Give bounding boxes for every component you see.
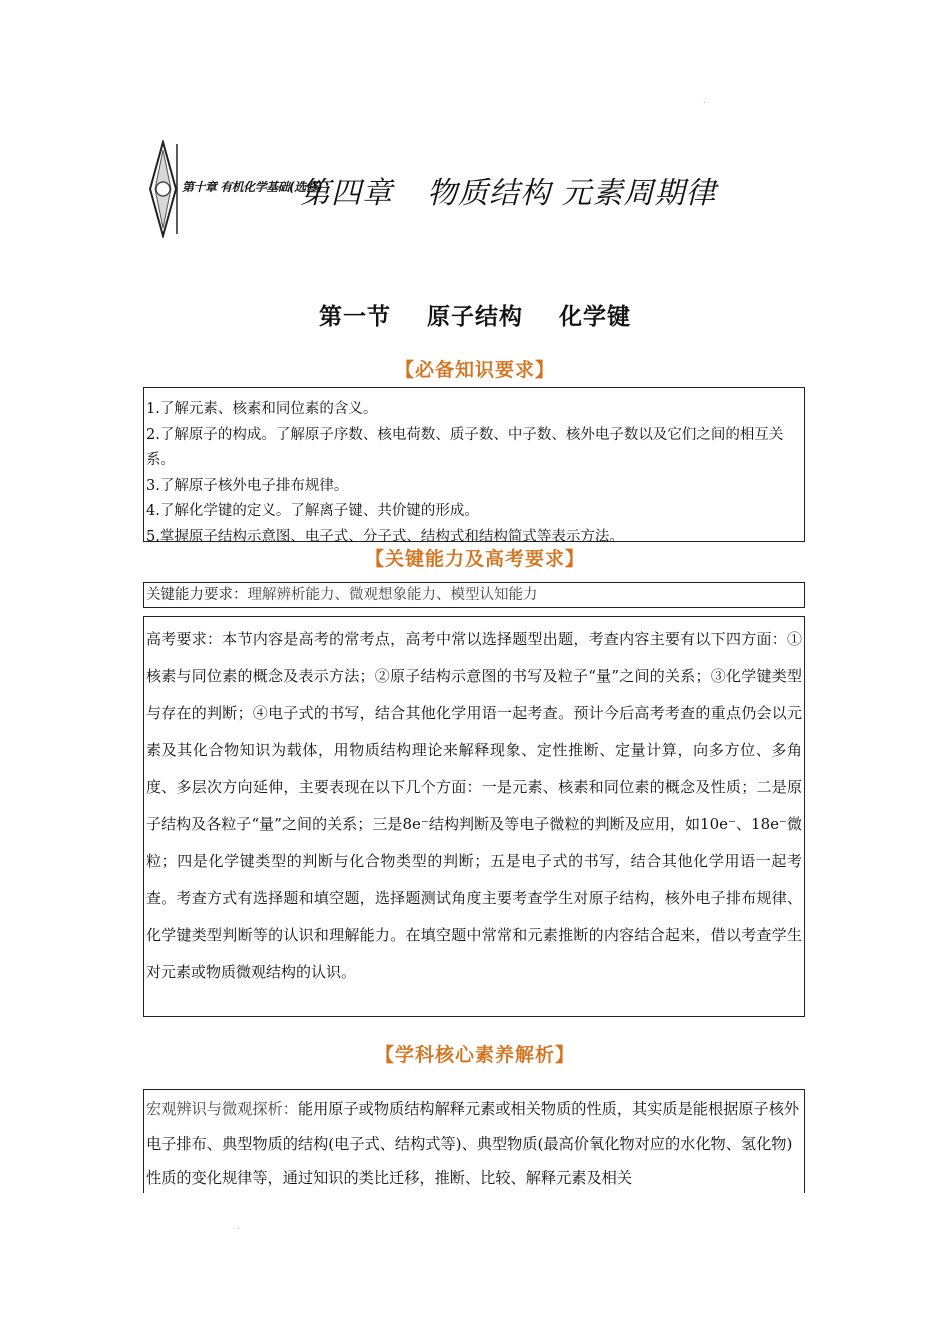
knowledge-item: 1.了解元素、核素和同位素的含义。 <box>146 401 378 417</box>
ability-label: 关键能力要求： <box>146 587 248 603</box>
core-text: 能用原子或物质结构解释元素或相关物质的性质，其实质是能根据原子核外电子排布、典型物质的结构(电子式、结构式等)、典型物质(最高价氧化物对应的水化物、氢化物)性质的变化规律等，通过知识的类比迁移，推断、比较、解释元素及相关 <box>146 1100 800 1187</box>
knowledge-heading: 【必备知识要求】 <box>394 359 555 381</box>
exam-text: 高考要求：本节内容是高考的常考点，高考中常以选择题型出题，考查内容主要有以下四方面：①核素与同位素的概念及表示方法；②原子结构示意图的书写及粒子“量”之间的关系；③化学键类型与存在的判断；④电子式的书写，结合其他化学用语一起考查。预计今后高考考查的重点仍会以元素及其化合物知识为载体，用物质结构理论来解释现象、定性推断、定量计算，向多方位、多角度、多层次方向延伸，主要表现在以下几个方面：一是元素、核素和同位素的概念及性质；二是原子结构及各粒子“量”之间的关系；三是8e⁻结构判断及等电子微粒的判断及应用，如10e⁻、18e⁻微粒；四是化学键类型的判断与化合物类型的判断；五是电子式的书写，结合其他化学用语一起考查。考查方式有选择题和填空题，选择题测试角度主要考查学生对原子结构，核外电子排布规律、化学键类型判断等的认识和理解能力。在填空题中常常和元素推断的内容结合起来，借以考查学生对元素或物质微观结构的认识。 <box>146 630 802 981</box>
ability-box <box>143 582 805 608</box>
chapter-ornament-icon <box>146 140 180 238</box>
knowledge-box <box>143 387 805 545</box>
knowledge-item: 3.了解原子核外电子排布规律。 <box>146 477 349 494</box>
page-mark-top: . <box>703 96 706 105</box>
knowledge-item: 5.掌握原子结构示意图、电子式、分子式、结构式和结构简式等表示方法。 <box>146 528 624 545</box>
section-title: 第一节 原子结构 化学键 <box>318 304 632 330</box>
core-box <box>143 1089 805 1193</box>
core-heading: 【学科核心素养解析】 <box>374 1044 575 1066</box>
ability-content: 理解辨析能力、微观想象能力、模型认知能力 <box>247 587 538 603</box>
knowledge-item: 4.了解化学键的定义。了解离子键、共价键的形成。 <box>146 503 479 520</box>
exam-box <box>143 616 805 1017</box>
chapter-side-label: 第十章 有机化学基础(选修) <box>182 180 323 194</box>
chapter-title <box>300 168 717 212</box>
ability-heading: 【关键能力及高考要求】 <box>364 548 585 570</box>
knowledge-item: 2.了解原子的构成。了解原子序数、核电荷数、质子数、中子数、核外电子数以及它们之间的相互关系。 <box>146 426 784 469</box>
core-label: 宏观辨识与微观探析： <box>146 1100 298 1118</box>
page-mark-bottom: . <box>237 1222 240 1231</box>
chapter-title-sub: 物质结构 元素周期律 <box>427 176 717 211</box>
chapter-title-main: 第四章 <box>300 176 393 211</box>
